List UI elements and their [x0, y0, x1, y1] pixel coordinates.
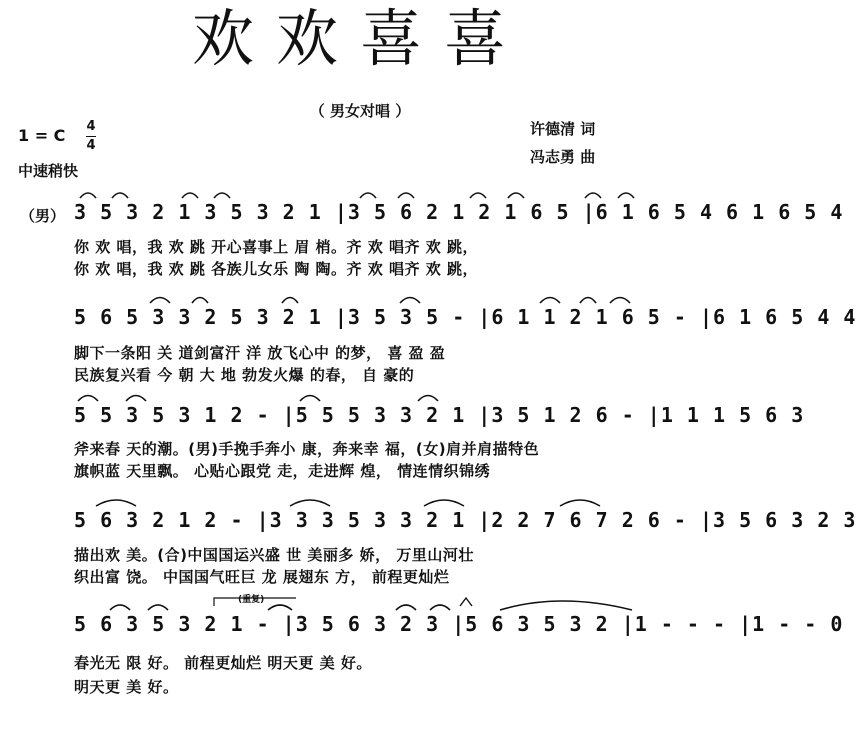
lyric-line-1a: 你 欢 唱，我 欢 跳 开心喜事上 眉 梢。齐 欢 唱齐 欢 跳，: [74, 238, 478, 256]
time-signature-top: 4: [86, 119, 96, 134]
lyric-line-5a: 春光无 限 好。 前程更灿烂 明天更 美 好。: [74, 654, 372, 672]
subtitle-male-female-duet: （ 男女对唱 ）: [309, 102, 411, 120]
key-signature: 1 = C: [18, 126, 66, 145]
lyric-line-1b: 你 欢 唱，我 欢 跳 各族儿女乐 陶 陶。齐 欢 唱齐 欢 跳，: [74, 260, 478, 278]
lyricist-credit: 许德清 词: [530, 120, 596, 138]
tempo-marking: 中速稍快: [18, 162, 79, 180]
lyric-line-3b: 旗帜蓝 天里飘。 心贴心跟党 走，走进辉 煌， 情连情织锦绣: [74, 462, 491, 480]
time-signature-bottom: 4: [86, 138, 96, 153]
notation-line-3: 5 5 3 5 3 1 2 - |5 5 5 3 3 2 1 |3 5 1 2 6 - |1 1 1 5 6 3: [74, 403, 805, 427]
lyric-line-3a: 斧来春 天的潮。(男)手挽手奔小 康，奔来幸 福，(女)肩并肩描特色: [74, 440, 540, 458]
song-title: 欢欢喜喜: [191, 2, 528, 75]
lyric-line-2a: 脚下一条阳 关 道剑富汗 洋 放飞心中 的梦， 喜 盈 盈: [74, 344, 446, 362]
notation-line-5: 5 6 3 5 3 2 1 - |3 5 6 3 2 3 |5 6 3 5 3 2 |1 - - - |1 - - 0: [74, 612, 844, 636]
notation-line-2: 5 6 5 3 3 2 5 3 2 1 |3 5 3 5 - |6 1 1 2 1 6 5 - |6 1 6 5 4 4: [74, 305, 856, 329]
lyric-line-5b: 明天更 美 好。: [74, 678, 179, 696]
lyric-line-2b: 民族复兴看 今 朝 大 地 勃发火爆 的春， 自 豪的: [74, 366, 415, 384]
lyric-line-4b: 织出富 饶。 中国国气旺巨 龙 展翅东 方， 前程更灿烂: [74, 568, 450, 586]
lyric-line-4a: 描出欢 美。(合)中国国运兴盛 世 美丽多 娇， 万里山河壮: [74, 546, 474, 564]
notation-line-4: 5 6 3 2 1 2 - |3 3 3 5 3 3 2 1 |2 2 7 6 7 2 6 - |3 5 6 3 2 3: [74, 508, 856, 532]
voice-label-male: （男）: [20, 207, 66, 225]
notation-line-1: 3 5 3 2 1 3 5 3 2 1 |3 5 6 2 1 2 1 6 5 |6 1 6 5 4 6 1 6 5 4: [74, 200, 844, 224]
composer-credit: 冯志勇 曲: [530, 148, 596, 166]
repeat-bracket-label: (重复): [238, 595, 265, 605]
